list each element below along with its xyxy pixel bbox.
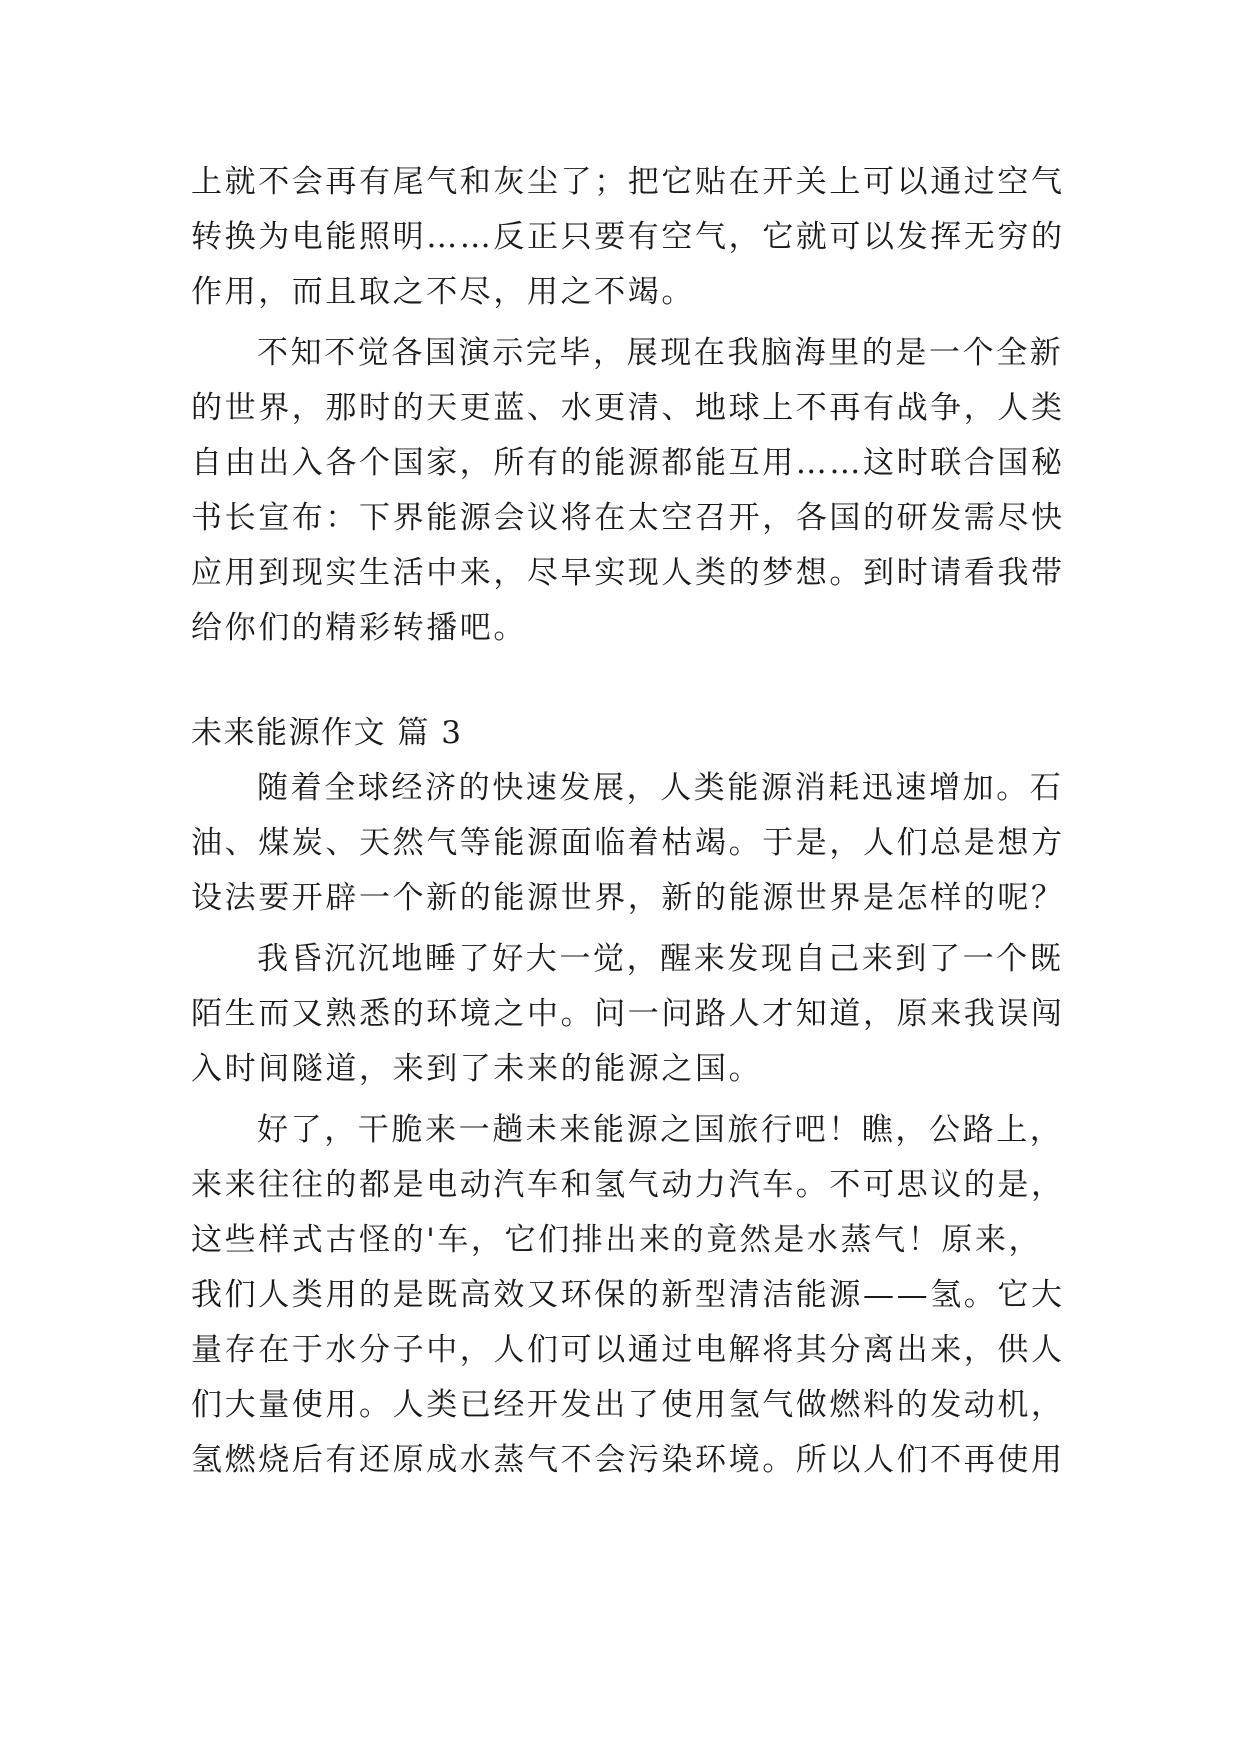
text-line: 来来往往的都是电动汽车和氢气动力汽车。不可思议的是， [191,1167,1065,1203]
text-line: 陌生而又熟悉的环境之中。问一问路人才知道，原来我误闯 [191,996,1065,1032]
text-line: 给你们的精彩转播吧。 [191,610,527,646]
section-heading: 未来能源作文 篇 3 [191,715,463,751]
text-line: 好了，干脆来一趟未来能源之国旅行吧！瞧，公路上， [257,1112,1064,1148]
paragraph-3 [191,761,1071,926]
text-line: 上就不会再有尾气和灰尘了；把它贴在开关上可以通过空气 [191,164,1065,200]
text-line: 书长宣布：下界能源会议将在太空召开，各国的研发需尽快 [191,500,1065,536]
section-gap [191,656,1071,706]
text-line: 转换为电能照明……反正只要有空气，它就可以发挥无穷的 [191,219,1065,255]
text-line: 作用，而且取之不尽，用之不竭。 [191,274,695,310]
paragraph-1 [191,155,1071,320]
text-line: 我昏沉沉地睡了好大一觉，醒来发现自己来到了一个既 [257,941,1064,977]
paragraph-4 [191,932,1071,1097]
text-line: 我们人类用的是既高效又环保的新型清洁能源——氢。它大 [191,1277,1065,1313]
text-line: 不知不觉各国演示完毕，展现在我脑海里的是一个全新 [257,335,1064,371]
text-line: 油、煤炭、天然气等能源面临着枯竭。于是，人们总是想方 [191,825,1065,861]
text-line: 随着全球经济的快速发展，人类能源消耗迅速增加。石 [257,770,1064,806]
paragraph-2 [191,326,1071,656]
text-line: 们大量使用。人类已经开发出了使用氢气做燃料的发动机， [191,1387,1065,1423]
text-line: 入时间隧道，来到了未来的能源之国。 [191,1051,763,1087]
text-line: 氢燃烧后有还原成水蒸气不会污染环境。所以人们不再使用 [191,1442,1065,1478]
text-line: 设法要开辟一个新的能源世界，新的能源世界是怎样的呢？ [191,880,1065,916]
text-line: 自由出入各个国家，所有的能源都能互用……这时联合国秘 [191,445,1065,481]
text-line: 应用到现实生活中来，尽早实现人类的梦想。到时请看我带 [191,555,1065,591]
text-line: 量存在于水分子中，人们可以通过电解将其分离出来，供人 [191,1332,1065,1368]
text-line: 这些样式古怪的'车，它们排出来的竟然是水蒸气！原来， [191,1222,1043,1258]
document-body [191,155,1071,1488]
text-line: 的世界，那时的天更蓝、水更清、地球上不再有战争，人类 [191,390,1065,426]
paragraph-5 [191,1103,1071,1488]
